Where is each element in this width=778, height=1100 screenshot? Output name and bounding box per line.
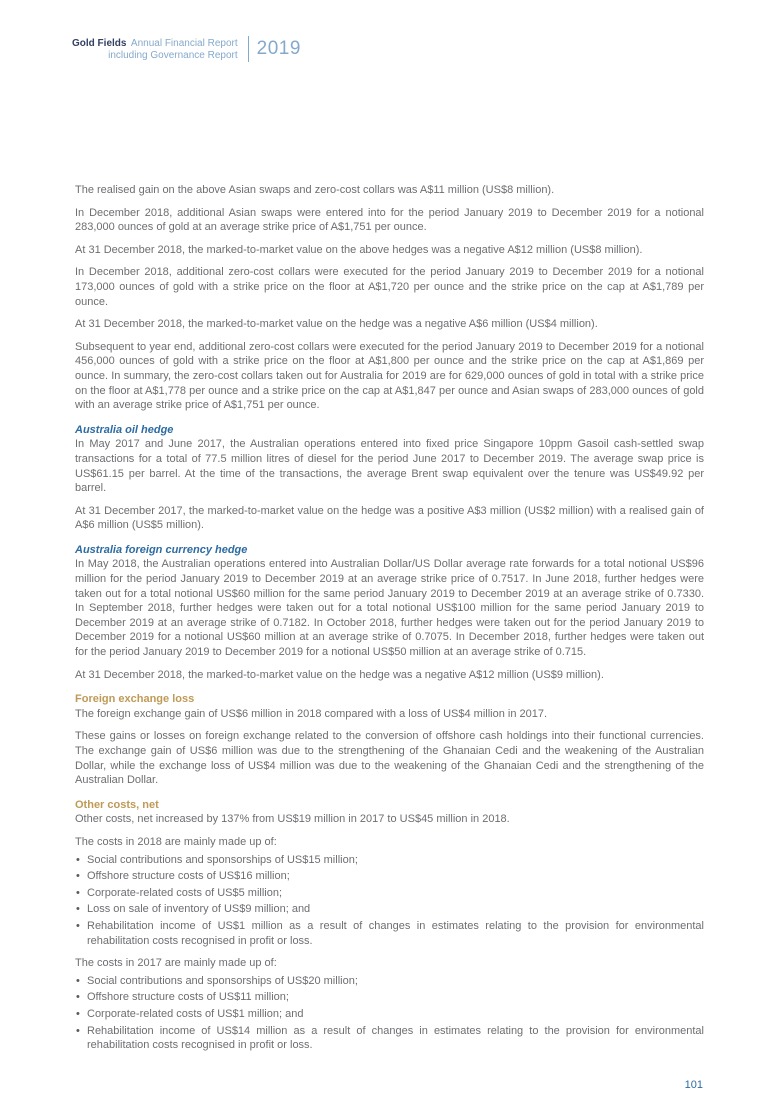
- header-divider: [248, 36, 249, 62]
- bullet-item: • Rehabilitation income of US$14 million as a result of changes in estimates relating to the provision for environmental rehabilitation costs recognised in profit or loss.: [75, 1024, 704, 1053]
- bullet-item: • Rehabilitation income of US$1 million as a result of changes in estimates relating to the provision for environmental rehabilitation costs recognised in profit or loss.: [75, 919, 704, 948]
- document-body: [75, 183, 704, 1061]
- paragraph: The foreign exchange gain of US$6 million in 2018 compared with a loss of US$4 million in 2017.: [75, 707, 548, 720]
- bullet-list: [75, 853, 704, 949]
- paragraph: The costs in 2017 are mainly made up of:: [75, 957, 277, 970]
- report-title: Annual Financial Report: [130, 38, 238, 49]
- paragraph: The costs in 2018 are mainly made up of:: [75, 835, 277, 848]
- bullet-item: • Loss on sale of inventory of US$9 million; and: [75, 902, 704, 917]
- paragraph: At 31 December 2018, the marked-to-market value on the hedge was a negative A$6 million (US$4 million).: [75, 318, 598, 331]
- paragraph: Subsequent to year end, additional zero-cost collars were executed for the period January 2019 to December 2019 for a notional 456,000 ounces of gold with a strike price on the floor at A$1,800 per ounce and the strike price on the cap at A$1,869 per ounce. In summary, the zero-cost collars taken out for Australia for 2019 are for 629,000 ounces of gold in total with a strike price on the floor at A$1,778 per ounce and a strike price on the cap at A$1,847 per ounce and Asian swaps of 283,000 ounces of gold with an average strike price of A$1,751 per ounce.: [75, 340, 704, 412]
- report-subtitle: including Governance Report: [108, 50, 238, 61]
- brand-name: Gold Fields: [72, 38, 127, 49]
- header-line-1: [72, 36, 238, 50]
- report-year: 2019: [256, 38, 301, 59]
- bullet-item: • Social contributions and sponsorships of US$20 million;: [75, 974, 704, 989]
- paragraph: In December 2018, additional Asian swaps were entered into for the period January 2019 to December 2019 for a notional 283,000 ounces of gold at an average strike price of A$1,751 per ounce.: [75, 206, 704, 234]
- bullet-list: [75, 974, 704, 1053]
- header-title-block: [72, 36, 238, 62]
- bullet-item: • Offshore structure costs of US$16 million;: [75, 869, 704, 884]
- section-heading-gold: Foreign exchange loss: [75, 693, 195, 706]
- paragraph: In May 2017 and June 2017, the Australian operations entered into fixed price Singapore 10ppm Gasoil cash-settled swap transactions for a total of 77.5 million litres of diesel for the period June 2017 to December 2019. The average swap price is US$61.15 per barrel. At the time of the transactions, the average Brent swap equivalent over the tenure was US$49.92 per barrel.: [75, 438, 704, 495]
- section-heading-blue: Australia foreign currency hedge: [75, 543, 248, 556]
- paragraph: At 31 December 2017, the marked-to-market value on the hedge was a positive A$3 million (US$2 million) with a realised gain of A$6 million (US$5 million).: [75, 504, 704, 532]
- bullet-item: • Offshore structure costs of US$11 million;: [75, 990, 704, 1005]
- bullet-item: • Corporate-related costs of US$1 million; and: [75, 1007, 704, 1022]
- page-header: [72, 36, 301, 62]
- paragraph: The realised gain on the above Asian swaps and zero-cost collars was A$11 million (US$8 million).: [75, 184, 555, 196]
- paragraph: At 31 December 2018, the marked-to-market value on the above hedges was a negative A$12 million (US$8 million).: [75, 243, 643, 256]
- paragraph: These gains or losses on foreign exchange related to the conversion of offshore cash holdings into their functional currencies. The exchange gain of US$6 million was due to the strengthening of the Ghanaian Cedi and the weakening of the Australian Dollar, while the exchange loss of US$4 million was due to the weakening of the Ghanaian Cedi and the strengthening of the Australian Dollar.: [75, 730, 704, 787]
- paragraph: In May 2018, the Australian operations entered into Australian Dollar/US Dollar average rate forwards for a total notional US$96 million for the period January 2019 to December 2019 at an average strike price of 0.7517. In June 2018, further hedges were taken out for a total notional US$60 million for the same period January 2019 to December 2019 at an average strike of 0.7330. In September 2018, further hedges were taken out for a total notional US$100 million for the same period January 2019 to December 2019 at an average strike of 0.7182. In October 2018, further hedges were taken out for the period January 2019 to December 2019 for a notional US$60 million at an average strike of 0.7075. In December 2018, further hedges were taken out for the period January 2019 to December 2019 for a notional US$50 million at an average strike of 0.715.: [75, 558, 704, 659]
- page-number: 101: [684, 1079, 703, 1091]
- paragraph: In December 2018, additional zero-cost collars were executed for the period January 2019 to December 2019 for a notional 173,000 ounces of gold with a strike price on the floor at A$1,720 per ounce and the strike price on the cap at A$1,789 per ounce.: [75, 266, 704, 308]
- paragraph: At 31 December 2018, the marked-to-market value on the hedge was a negative A$12 million (US$9 million).: [75, 668, 604, 681]
- paragraph: Other costs, net increased by 137% from US$19 million in 2017 to US$45 million in 2018.: [75, 813, 510, 826]
- section-heading-gold: Other costs, net: [75, 798, 159, 811]
- section-heading-blue: Australia oil hedge: [75, 423, 174, 436]
- bullet-item: • Corporate-related costs of US$5 million;: [75, 886, 704, 901]
- bullet-item: • Social contributions and sponsorships of US$15 million;: [75, 853, 704, 868]
